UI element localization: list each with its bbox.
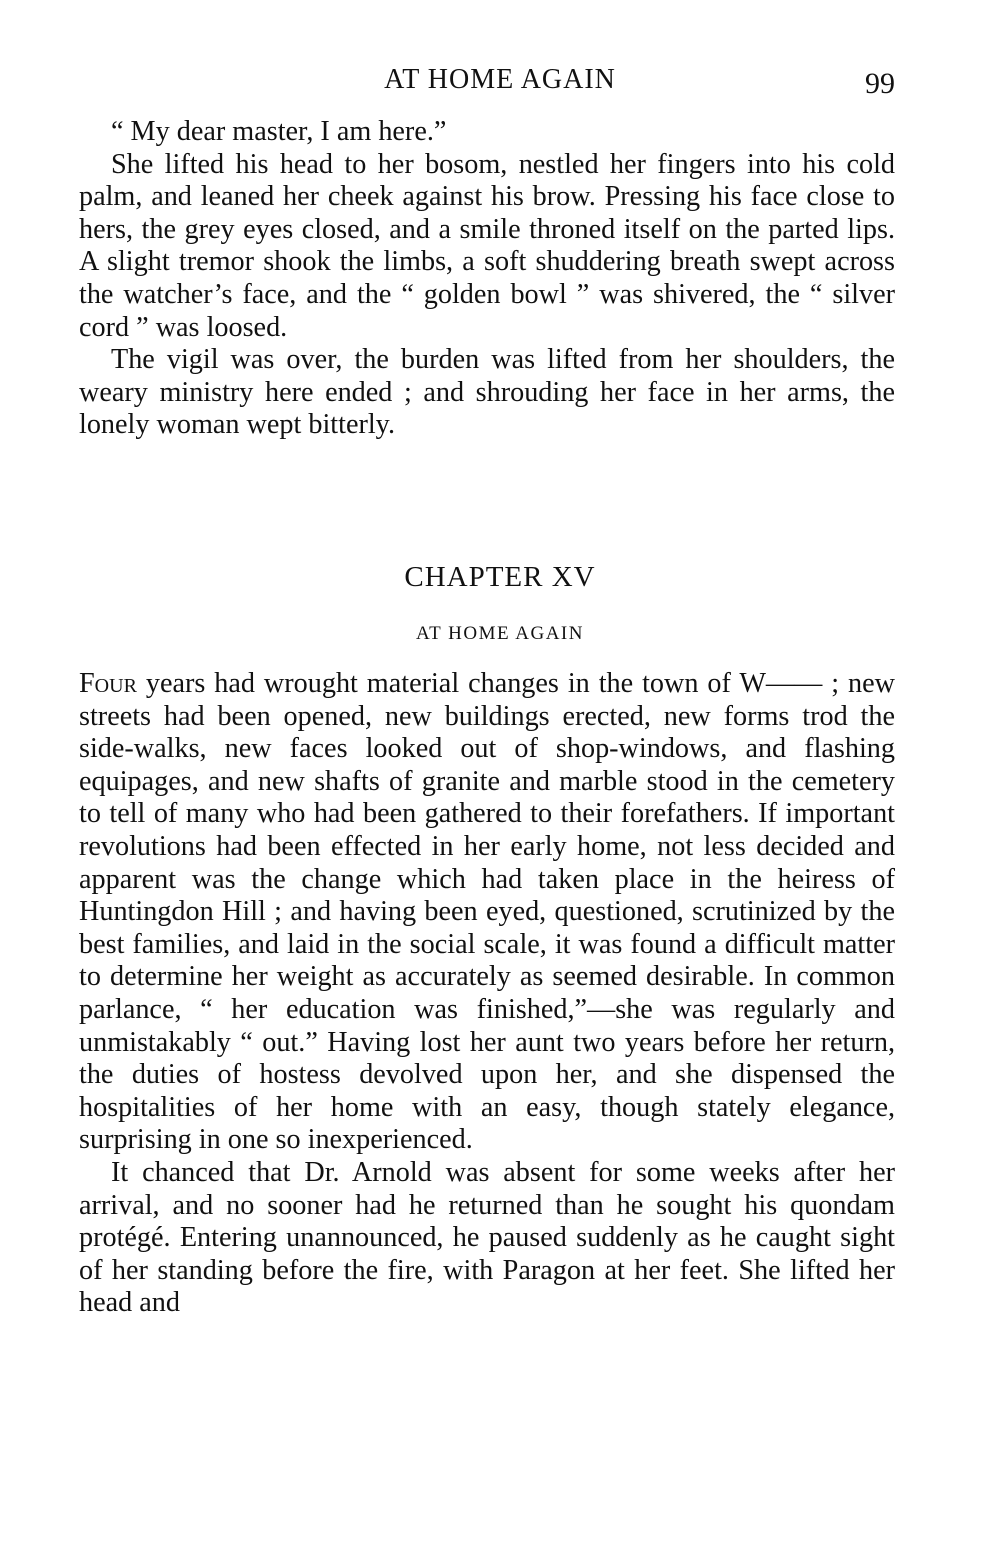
paragraph: It chanced that Dr. Arnold was absent for some weeks after her arrival, and no sooner had he returned than he sought his quondam protégé. Entering unannounced, he paused suddenly as he caught sight of her standing before the fire, with Paragon at her feet. She lifted her head and xyxy=(79,1156,895,1319)
paragraph: “ My dear master, I am here.” xyxy=(111,116,447,147)
chapter-opening-paragraph xyxy=(79,668,895,1157)
chapter-number: CHAPTER XV xyxy=(404,561,596,593)
lead-word: Four xyxy=(79,668,137,699)
running-title: AT HOME AGAIN xyxy=(384,64,616,95)
chapter-title: AT HOME AGAIN xyxy=(416,623,584,644)
chapter-text xyxy=(79,668,895,1320)
running-head xyxy=(0,60,1000,100)
continued-text xyxy=(79,116,895,442)
paragraph: The vigil was over, the burden was lifted from her shoulders, the weary ministry here ended ; and shrouding her face in her arms, the lonely woman wept bitterly. xyxy=(79,344,895,441)
paragraph: She lifted his head to her bosom, nestled her fingers into his cold palm, and leaned her cheek against his brow. Pressing his face close to hers, the grey eyes closed, and a smile throned itself on the parted lips. A slight tremor shook the limbs, a soft shuddering breath swept across the watcher’s face, and the “ golden bowl ” was shivered, the “ silver cord ” was loosed. xyxy=(79,148,895,343)
paragraph-text: years had wrought material changes in the town of W—— ; new streets had been opened, new buildings erected, new forms trod the side-walks, new faces looked out of shop-windows, and flashing equipages, and new shafts of granite and marble stood in the cemetery to tell of many who had been gathered to their forefathers. If important revolutions had been effected in her early home, not less decided and apparent was the change which had taken place in the heiress of Huntingdon Hill ; and having been eyed, questioned, scrutinized by the best families, and laid in the social scale, it was found a difficult matter to determine her weight as accurately as seemed desirable. In common parlance, “ her education was finished,”—she was regularly and unmistakably “ out.” Having lost her aunt two years before her return, the duties of hostess devolved upon her, and she dispensed the hospitalities of her home with an easy, though stately elegance, surprising in one so inexperienced. xyxy=(79,668,895,1156)
page-number: 99 xyxy=(865,67,895,100)
